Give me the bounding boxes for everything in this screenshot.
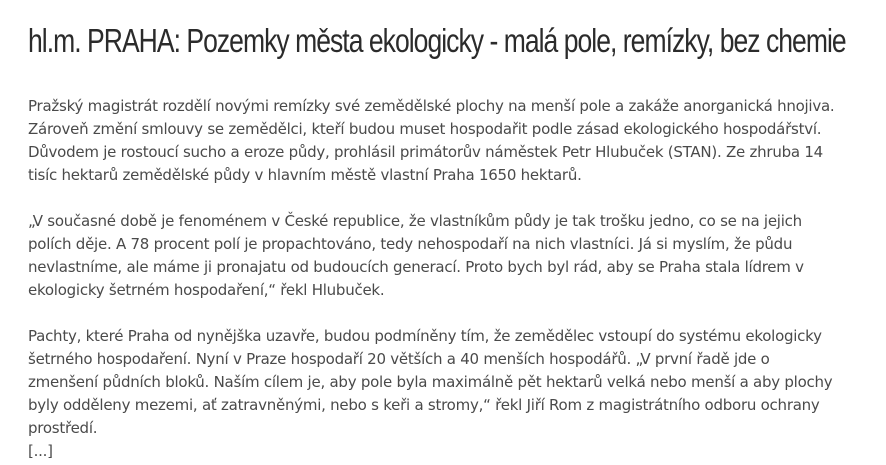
read-more-ellipsis: [...] xyxy=(28,442,53,460)
paragraph-line: nevlastníme, ale máme ji pronajatu od budoucích generací. Proto bych byl rád, aby se Praha stala lídrem v xyxy=(28,258,804,276)
paragraph-line: Zároveň změní smlouvy se zemědělci, kteří budou muset hospodařit podle zásad ekologického hospodářství. xyxy=(28,120,822,138)
paragraph-3 xyxy=(28,325,868,440)
article-title: hl.m. PRAHA: Pozemky města ekologicky - malá pole, remízky, bez chemie xyxy=(28,22,846,59)
paragraph-line: zmenšení půdních bloků. Naším cílem je, aby pole byla maximálně pět hektarů velká nebo menší a aby plochy xyxy=(28,373,833,391)
paragraph-line: polích děje. A 78 procent polí je propachtováno, tedy nehospodaří na nich vlastníci. Já si myslím, že půdu xyxy=(28,235,793,253)
paragraph-1 xyxy=(28,95,868,187)
paragraph-line: „V současné době je fenoménem v České republice, že vlastníkům půdy je tak trošku jedno, co se na jejich xyxy=(28,212,802,230)
paragraph-2 xyxy=(28,210,868,302)
paragraph-line: šetrného hospodaření. Nyní v Praze hospodaří 20 větších a 40 menších hospodářů. „V první řadě jde o xyxy=(28,350,770,368)
paragraph-line: Pachty, které Praha od nynějška uzavře, budou podmíněny tím, že zemědělec vstoupí do systému ekologicky xyxy=(28,327,822,345)
paragraph-line: byly odděleny mezemi, ať zatravněnými, nebo s keři a stromy,“ řekl Jiří Rom z magistrátního odboru ochrany xyxy=(28,396,820,414)
article-body xyxy=(28,95,868,463)
paragraph-line: tisíc hektarů zemědělské půdy v hlavním městě vlastní Praha 1650 hektarů. xyxy=(28,166,582,184)
paragraph-line: prostředí. xyxy=(28,419,98,437)
paragraph-line: Důvodem je rostoucí sucho a eroze půdy, prohlásil primátorův náměstek Petr Hlubuček (STAN). Ze zhruba 14 xyxy=(28,143,823,161)
paragraph-line: ekologicky šetrném hospodaření,“ řekl Hlubuček. xyxy=(28,281,385,299)
paragraph-line: Pražský magistrát rozdělí novými remízky své zemědělské plochy na menší pole a zakáže anorganická hnojiva. xyxy=(28,97,835,115)
